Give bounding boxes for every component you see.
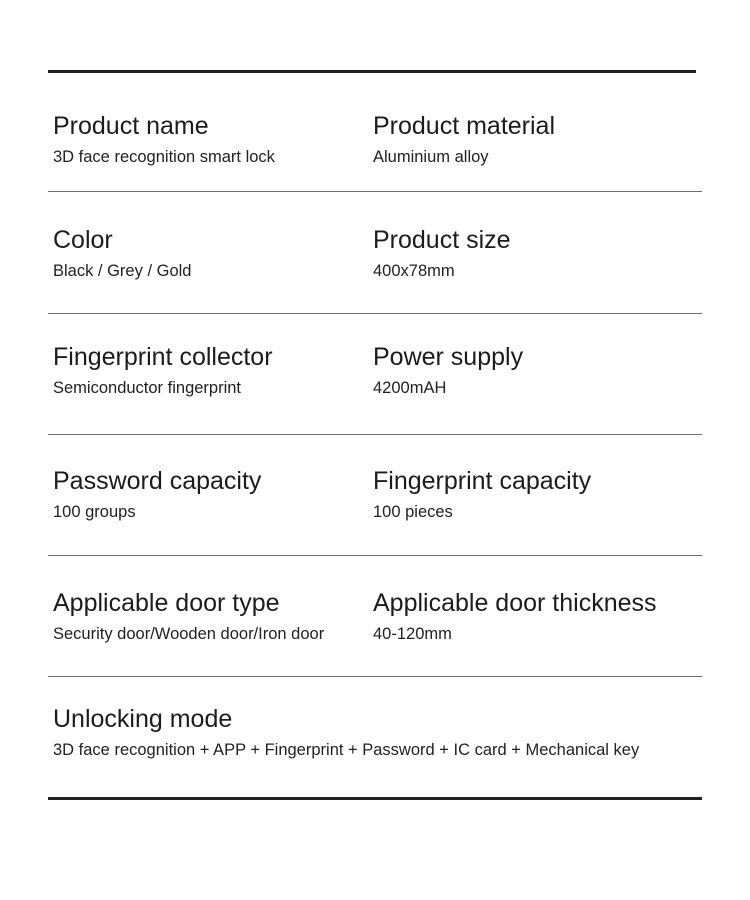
spec-label: Fingerprint capacity — [373, 467, 592, 495]
spec-applicable-door-type — [53, 588, 324, 644]
row-divider — [48, 555, 702, 556]
spec-color — [53, 225, 191, 281]
spec-label: Product name — [53, 112, 209, 140]
spec-unlocking-mode — [53, 704, 639, 760]
spec-value: 100 pieces — [373, 503, 453, 521]
spec-value: 40-120mm — [373, 625, 452, 643]
spec-product-name — [53, 111, 275, 167]
spec-label: Product size — [373, 226, 511, 254]
spec-product-size — [373, 225, 511, 281]
spec-power-supply — [373, 342, 523, 398]
spec-applicable-door-thickness — [373, 588, 657, 644]
spec-label: Product material — [373, 112, 556, 140]
spec-product-material — [373, 111, 555, 167]
spec-label: Power supply — [373, 343, 524, 371]
bottom-divider — [48, 797, 702, 800]
spec-value: Security door/Wooden door/Iron door — [53, 625, 325, 643]
spec-label: Applicable door thickness — [373, 589, 657, 617]
row-divider — [48, 676, 702, 677]
spec-value: Black / Grey / Gold — [53, 262, 192, 280]
spec-fingerprint-capacity — [373, 466, 591, 522]
spec-value: 4200mAH — [373, 379, 447, 397]
row-divider — [48, 434, 702, 435]
spec-fingerprint-collector — [53, 342, 273, 398]
spec-password-capacity — [53, 466, 261, 522]
row-divider — [48, 313, 702, 314]
spec-value: 3D face recognition smart lock — [53, 148, 275, 166]
spec-label: Password capacity — [53, 467, 262, 495]
top-divider — [48, 70, 696, 73]
spec-value: Semiconductor fingerprint — [53, 379, 242, 397]
spec-value: 3D face recognition + APP + Fingerprint + Password + IC card + Mechanical key — [53, 741, 640, 759]
row-divider — [48, 191, 702, 192]
spec-label: Applicable door type — [53, 589, 280, 617]
spec-value: 400x78mm — [373, 262, 455, 280]
spec-value: 100 groups — [53, 503, 136, 521]
spec-label: Unlocking mode — [53, 705, 233, 733]
spec-label: Color — [53, 226, 113, 254]
spec-value: Aluminium alloy — [373, 148, 489, 166]
spec-label: Fingerprint collector — [53, 343, 273, 371]
